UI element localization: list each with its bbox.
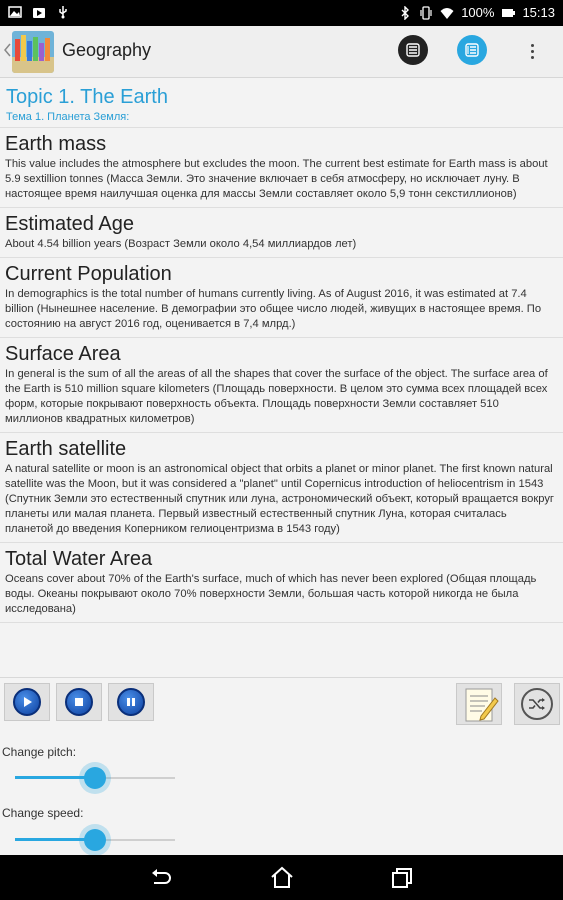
battery-icon xyxy=(501,6,515,20)
section-body: A natural satellite or moon is an astronomical object that orbits a planet or minor planet. The first known natural satellite was the Moon, but it was considered a "planet" until Copernicus introduction of heliocentrism in 1543 (Спутник Земли это естественный спутник или луна, астрономический объект, который вращается вокруг планеты или малая планета. Первый известный естественный спутник Луна, которая считалась планетой до введения Коперником гелиоцентризма в 1543 году) xyxy=(5,463,555,535)
topic-subtitle: Тема 1. Планета Земля: xyxy=(6,111,130,123)
slider-thumb[interactable] xyxy=(84,829,106,851)
section-title: Earth satellite xyxy=(5,438,127,460)
slider-thumb[interactable] xyxy=(84,767,106,789)
bluetooth-icon xyxy=(398,6,412,20)
section-body: This value includes the atmosphere but excludes the moon. The current best estimate for Earth mass is about 5.9 sextillion tonnes (Масса Земли. Это значение включает в себя атмосферу, но исключает луну. В настоящее время наилучшая оценка для массы Земли составляет около 5,9 тонн секстиллионов) xyxy=(5,158,548,200)
play-button[interactable] xyxy=(4,683,50,721)
shuffle-button[interactable] xyxy=(514,683,560,725)
pause-button[interactable] xyxy=(108,683,154,721)
section-title: Estimated Age xyxy=(5,213,134,235)
topic-header xyxy=(0,79,563,128)
slider-fill xyxy=(15,838,95,841)
section-estimated-age[interactable] xyxy=(0,208,563,258)
battery-percent: 100% xyxy=(461,5,495,20)
vibrate-icon xyxy=(419,6,433,20)
home-icon[interactable] xyxy=(269,865,295,891)
clock: 15:13 xyxy=(522,5,555,20)
photo-icon xyxy=(8,5,22,19)
pitch-label: Change pitch: xyxy=(2,745,77,759)
notes-button[interactable] xyxy=(456,683,502,725)
section-title: Total Water Area xyxy=(5,548,153,570)
recent-apps-icon[interactable] xyxy=(389,865,415,891)
pause-icon xyxy=(117,688,145,716)
section-title: Earth mass xyxy=(5,133,107,155)
topic-title: Topic 1. The Earth xyxy=(6,86,168,108)
shuffle-icon xyxy=(521,688,553,720)
wifi-icon xyxy=(440,6,454,20)
content-scroll[interactable] xyxy=(0,79,563,677)
speech-controls xyxy=(0,677,563,855)
section-title: Current Population xyxy=(5,263,172,285)
section-title: Surface Area xyxy=(5,343,121,365)
section-earth-satellite[interactable] xyxy=(0,433,563,543)
overflow-menu-icon[interactable] xyxy=(526,40,538,62)
action-bar xyxy=(0,26,563,78)
section-body: Oceans cover about 70% of the Earth's surface, much of which has never been explored (Общая площадь воды. Океаны покрывают около 70% поверхности Земли, большая часть которой никогда не была исследована) xyxy=(5,573,537,615)
notes-icon xyxy=(457,684,503,726)
speed-label: Change speed: xyxy=(2,806,84,820)
usb-icon xyxy=(56,5,70,19)
list-icon[interactable] xyxy=(398,35,428,65)
section-surface-area[interactable] xyxy=(0,338,563,433)
back-icon[interactable] xyxy=(148,865,174,891)
navigation-bar xyxy=(0,855,563,900)
play-icon xyxy=(13,688,41,716)
app-logo[interactable] xyxy=(12,31,54,73)
section-body: In general is the sum of all the areas of all the shapes that cover the surface of the object. The surface area of the Earth is 510 million square kilometers (Площадь поверхности. В целом это сумма всех площадей всех форм, которые покрывают поверхность объекта. Площадь поверхности Земли составляет 510 миллионов квадратных километров) xyxy=(5,368,548,425)
stop-button[interactable] xyxy=(56,683,102,721)
section-body: In demographics is the total number of humans currently living. As of August 2016, it was estimated at 7.4 billion (Нынешнее население. В демографии это общее число людей, живущих в настоящее время. По состоянию на август 2016 год, оценивается в 7,4 млрд.) xyxy=(5,288,542,330)
pitch-slider[interactable] xyxy=(15,766,175,790)
stop-icon xyxy=(65,688,93,716)
section-body: About 4.54 billion years (Возраст Земли около 4,54 миллиардов лет) xyxy=(5,238,357,250)
status-bar xyxy=(0,0,563,26)
chevron-left-icon[interactable] xyxy=(2,40,12,60)
section-current-population[interactable] xyxy=(0,258,563,338)
speed-slider[interactable] xyxy=(15,828,175,852)
sorted-list-icon[interactable] xyxy=(457,35,487,65)
slider-fill xyxy=(15,776,95,779)
app-title: Geography xyxy=(62,40,152,60)
section-total-water-area[interactable] xyxy=(0,543,563,623)
play-store-icon xyxy=(32,5,46,19)
section-earth-mass[interactable] xyxy=(0,128,563,208)
